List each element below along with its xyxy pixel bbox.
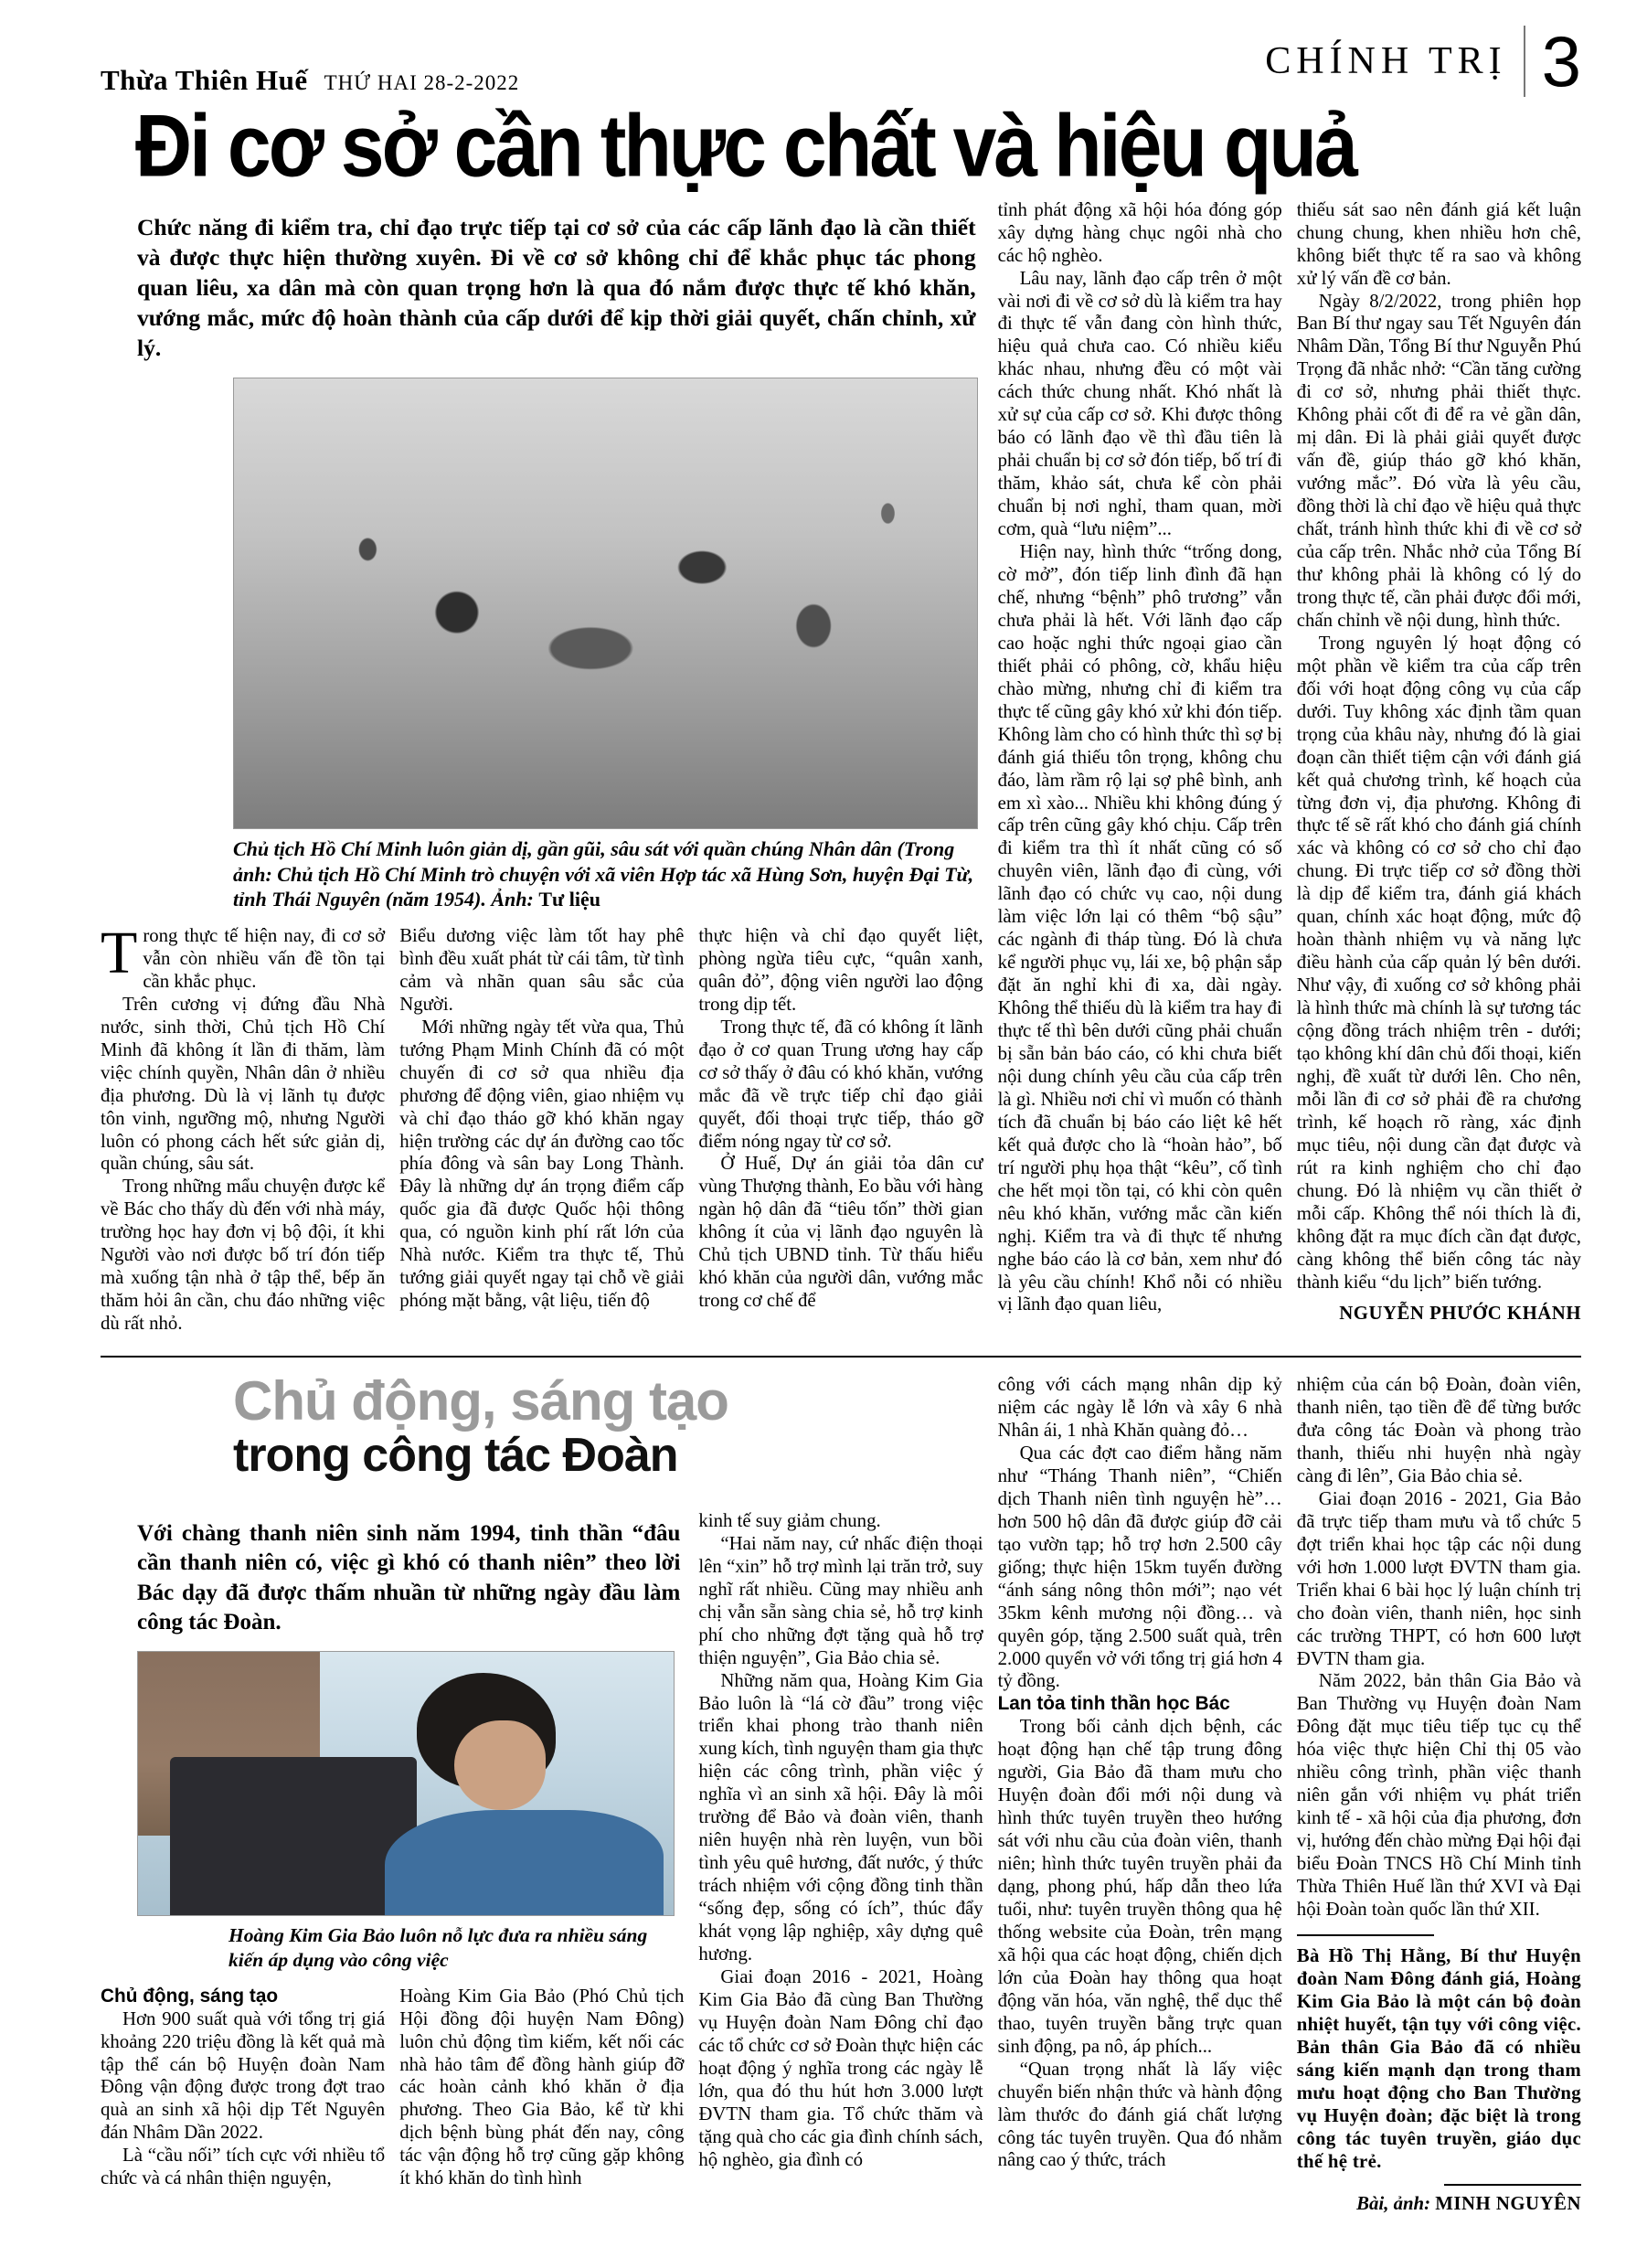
article1-photo-caption <box>233 836 978 912</box>
paragraph: Giai đoạn 2016 - 2021, Gia Bảo đã trực tiếp tham mưu và tổ chức 5 đợt triển khai học tập các nội dung với hơn 1.000 lượt ĐVTN tham gia. Triển khai 6 bài học lý luận chính trị cho đoàn viên, thanh niên, học sinh các trường THPT, có hơn 600 lượt ĐVTN tham gia. <box>1296 1487 1581 1669</box>
article1-headline: Đi cơ sở cần thực chất và hiệu quả <box>135 97 1355 196</box>
paragraph: Trong nguyên lý hoạt động có một phần về kiểm tra của cấp trên đối với hoạt động công vụ của cấp dưới. Tuy không xác định tầm quan trọng của khâu này, nhưng đó là giai đoạn cần thiết tiệm cận với đánh giá kết quả chương trình, kế hoạch của từng đơn vị, địa phương. Không đi thực tế sẽ rất khó cho đánh giá chính xác và không có cơ sở cho chỉ đạo chung. Đi trực tiếp cơ sở đồng thời là dịp để kiểm tra, đánh giá khách quan, chính xác hoạt động, mức độ hoàn thành nhiệm vụ và năng lực điều hành của cấp quản lý bên dưới. Như vậy, đi xuống cơ sở không phải là hình thức mà chính là sự tương tác cộng đồng trách nhiệm trên - dưới; tạo không khí dân chủ đối thoại, kiến nghị, đề xuất từ dưới lên. Cho nên, mỗi lần đi cơ sở phải đề ra chương trình, kế hoạch rõ ràng, xác định mục tiêu, nội dung cần đạt được và rút ra kinh nghiệm cho chỉ đạo chung. Đó là nhiệm vụ cần thiết ở mỗi cấp. Không thể nói thích là đi, không đặt ra mục đích cần đạt được, càng không thể biến công tác này thành kiểu “du lịch” biến tướng. <box>1296 632 1581 1293</box>
paragraph: Trong thực tế, đã có không ít lãnh đạo ở cơ quan Trung ương hay cấp cơ sở thấy ở đâu có khó khăn, vướng mắc đã về trực tiếp chỉ đạo giải quyết, đối thoại trực tiếp, tháo gỡ điểm nóng ngay từ cơ sở. <box>698 1016 983 1152</box>
article1-column-4 <box>998 199 1282 1336</box>
paragraph: Lâu nay, lãnh đạo cấp trên ở một vài nơi đi về cơ sở dù là kiểm tra hay đi thực tế vẫn đang còn hình thức, hiệu quả chưa cao. Có nhiều kiểu khác nhau, nhưng đều có một vài cách thức chung nhất. Khó nhất là xử sự của cấp cơ sở. Khi được thông báo có lãnh đạo về thì đầu tiên là phải chuẩn bị cơ sở đón tiếp, bố trí đi thăm, khảo sát, chưa kể còn phải chuẩn bị nơi nghỉ, tham quan, mời cơm, quà “lưu niệm”... <box>997 267 1282 540</box>
issue-date: THỨ HAI 28-2-2022 <box>324 71 520 94</box>
article2-left-block <box>101 1510 684 2217</box>
paragraph <box>101 919 386 994</box>
paragraph: tỉnh phát động xã hội hóa đóng góp xây dựng hàng chục ngôi nhà cho các hộ nghèo. <box>997 198 1282 266</box>
article2-subhead-chu-dong: Chủ động, sáng tạo <box>101 1985 279 2007</box>
paragraph: Hoàng Kim Gia Bảo (Phó Chủ tịch Hội đồng đội huyện Nam Đông) luôn chủ động tìm kiếm, kết nối các nhà hảo tâm để đồng hành giúp đỡ các hoàn cảnh khó khăn ở địa phương. Theo Gia Bảo, kể từ khi dịch bệnh bùng phát đến nay, công tác vận động hỗ trợ cũng gặp không ít khó khăn do tình hình <box>399 1985 685 2189</box>
note-separator <box>1297 1934 1434 1936</box>
paragraph: Ngày 8/2/2022, trong phiên họp Ban Bí thư ngay sau Tết Nguyên đán Nhâm Dần, Tổng Bí thư Nguyễn Phú Trọng đã nhắc nhở: “Cần tăng cường đi cơ sở, nhưng phải thiết thực. Không phải cốt đi để ra vẻ gần dân, mị dân. Đi là phải giải quyết được vấn đề, giúp tháo gỡ khó khăn, vướng mắc”. Đó vừa là yêu cầu, đồng thời là chỉ đạo về hiệu quả thực chất, tránh hình thức khi đi về cơ sở của cấp trên. Nhắc nhở của Tổng Bí thư không phải là không có lý do trong thực tế, cần phải được đổi mới, chấn chỉnh về nội dung, hình thức. <box>1296 290 1581 631</box>
paragraph: nhiệm của cán bộ Đoàn, đoàn viên, thanh niên, tạo tiền đề để từng bước đưa công tác Đoàn và phong trào thanh, thiếu nhi huyện nhà ngày càng đi lên”, Gia Bảo chia sẻ. <box>1296 1374 1581 1486</box>
article1-column-2 <box>399 925 684 1336</box>
paragraph: “Hai năm nay, cứ nhấc điện thoại lên “xin” hỗ trợ mình lại trăn trở, suy nghĩ rất nhiều. Cũng may nhiều anh chị vẫn sẵn sàng chia sẻ, hỗ trợ kinh phí cho những đợt tặng quà hỗ trợ thiện nguyện”, Gia Bảo chia sẻ. <box>698 1532 983 1668</box>
article1-left-block <box>101 199 983 1336</box>
paragraph: Trong bối cảnh dịch bệnh, các hoạt động hạn chế tập trung đông người, Gia Bảo đã tham mưu cho Huyện đoàn đổi mới nội dung và hình thức tuyên truyền theo hướng sát với nhu cầu của đoàn viên, thanh niên; hình thức tuyên truyền phải đa dạng, phong phú, hấp dẫn theo lứa tuổi, như: tuyên truyền thông qua hệ thống website của Đoàn, trên mạng xã hội qua các hoạt động, chiến dịch lớn của Đoàn hay thông qua hoạt động văn hóa, văn nghệ, thể dục thể thao, tuyên truyền bằng trực quan sinh động, pa nô, áp phích... <box>997 1716 1282 2057</box>
photo-credit: Tư liệu <box>538 888 600 911</box>
paragraph: kinh tế suy giảm chung. <box>698 1509 881 1531</box>
computer-monitor <box>170 1757 417 1916</box>
article-chu-dong-sang-tao <box>101 1370 1581 2216</box>
paragraph: Mới những ngày tết vừa qua, Thủ tướng Phạm Minh Chính đã có một chuyến đi cơ sở qua nhiều địa phương để động viên, giao nhiệm vụ và chỉ đạo tháo gỡ khó khăn ngay hiện trường các dự án đường cao tốc phía đông và sân bay Long Thành. Đây là những dự án trọng điểm cấp quốc gia đã được Quốc hội thông qua, có nguồn kinh phí rất lớn của Nhà nước. Kiểm tra thực tế, Thủ tướng giải quyết ngay tại chỗ về giải phóng mặt bằng, vật liệu, tiến độ <box>399 1016 685 1312</box>
article1-column-1 <box>101 919 386 1336</box>
article1-column-3 <box>698 925 983 1336</box>
caption-text: Chủ tịch Hồ Chí Minh luôn giản dị, gần gũi, sâu sát với quần chúng Nhân dân (Trong ảnh: Chủ tịch Hồ Chí Minh trò chuyện với xã viên Hợp tác xã Hùng Sơn, huyện Đại Từ, tỉnh Thái Nguyên (năm 1954). <box>233 837 974 911</box>
paragraph: “Quan trọng nhất là lấy việc chuyển biến nhận thức và hành động làm thước đo đánh giá chất lượng công tác tuyên truyền. Qua đó nhằm nâng cao ý thức, trách <box>997 2058 1282 2171</box>
section-group <box>1265 20 1581 101</box>
paragraph: Hơn 900 suất quà với tổng trị giá khoảng 220 triệu đồng là kết quả mà tập thể cán bộ Huyện đoàn Nam Đông vận động được trong đợt trao quà an sinh xã hội dịp Tết Nguyên đán Nhâm Dần 2022. <box>101 2007 386 2144</box>
article2-column-5 <box>1297 1374 1581 2216</box>
article2-photo-gia-bao <box>137 1651 675 1916</box>
article-di-co-so <box>101 97 1581 1336</box>
paragraph: thiếu sát sao nên đánh giá kết luận chung chung, khen nhiều hơn chê, không biết thực tế ra sao và không xử lý vấn đề cơ bản. <box>1296 198 1581 289</box>
article2-lead: Với chàng thanh niên sinh năm 1994, tinh thần “đâu cần thanh niên có, việc gì khó có thanh niên” theo lời Bác dạy đã được thấm nhuần từ những ngày đầu làm công tác Đoàn. <box>137 1520 681 1635</box>
byline-label: Bài, ảnh: <box>1356 2193 1431 2215</box>
article2-column-4 <box>998 1374 1282 2216</box>
section-divider <box>1524 26 1525 97</box>
article2-photo-caption: Hoàng Kim Gia Bảo luôn nỗ lực đưa ra nhiều sáng kiến áp dụng vào công việc <box>228 1923 648 1971</box>
article1-lead: Chức năng đi kiểm tra, chỉ đạo trực tiếp tại cơ sở của các cấp lãnh đạo là cần thiết và được thực hiện thường xuyên. Đi về cơ sở không chỉ để khắc phục tác phong quan liêu, xa dân mà còn quan trọng hơn là qua đó nắm được thực tế khó khăn, vướng mắc, mức độ hoàn thành của cấp dưới để kịp thời giải quyết, chấn chỉnh, xử lý. <box>137 213 976 362</box>
article2-column-1 <box>101 1986 385 2191</box>
paragraph: Năm 2022, bản thân Gia Bảo và Ban Thường vụ Huyện đoàn Nam Đông đặt mục tiêu tiếp tục cụ thể hóa việc thực hiện Chỉ thị 05 vào nhiều công trình, phần việc thanh niên gắn với nhiệm vụ phát triển kinh tế - xã hội của địa phương, đơn vị, hướng đến chào mừng Đại hội đại biểu Đoàn TNCS Hồ Chí Minh tỉnh Thừa Thiên Huế lần thứ XVI và Đại hội Đoàn toàn quốc lần thứ XII. <box>1296 1670 1581 1920</box>
section-title: CHÍNH TRỊ <box>1265 40 1507 82</box>
paragraph: Ở Huế, Dự án giải tỏa dân cư vùng Thượng thành, Eo bầu với hàng ngàn hộ dân đã “tiêu tốn” thời gian không ít của vị lãnh đạo nguyên là Chủ tịch UBND tỉnh. Từ thấu hiểu khó khăn của người dân, vướng mắc trong cơ chế để <box>698 1153 983 1312</box>
article1-author: NGUYỄN PHƯỚC KHÁNH <box>1339 1303 1581 1325</box>
drop-cap: T <box>101 919 138 986</box>
article-separator <box>101 1356 1581 1358</box>
paragraph: Trong những mẩu chuyện được kể về Bác cho thấy dù đến với nhà máy, trường học hay đơn vị bộ đội, ít khi Người vào nơi được bố trí đón tiếp mà xuống tận nhà ở tập thể, bếp ăn thăm hỏi ân cần, chu đáo những việc dù rất nhỏ. <box>101 1176 386 1335</box>
masthead-group <box>101 64 519 97</box>
article1-column-5 <box>1297 199 1581 1336</box>
article2-headline-block <box>101 1370 983 1507</box>
article2-headline-line1: Chủ động, sáng tạo <box>233 1370 728 1432</box>
paragraph: công với cách mạng nhân dịp kỷ niệm các ngày lễ lớn và xây 6 nhà Nhân ái, 1 nhà Khăn quàng đỏ… <box>997 1374 1282 1441</box>
paragraph: Giai đoạn 2016 - 2021, Hoàng Kim Gia Bảo đã cùng Ban Thường vụ Huyện đoàn Nam Đông chỉ đạo các tổ chức cơ sở Đoàn thực hiện các hoạt động ý nghĩa trong các ngày lễ lớn, qua đó thu hút hơn 3.000 lượt ĐVTN tham gia. Tổ chức thăm và tặng quà cho các gia đình chính sách, hộ nghèo, gia đình có <box>698 1965 983 2170</box>
byline-author: MINH NGUYÊN <box>1435 2193 1581 2215</box>
photo-credit-label: Ảnh: <box>491 888 534 911</box>
article2-subhead-lan-toa: Lan tỏa tinh thần học Bác <box>997 1693 1230 1715</box>
article2-byline <box>1297 2193 1581 2216</box>
paragraph: Trên cương vị đứng đầu Nhà nước, sinh thời, Chủ tịch Hồ Chí Minh đã không ít lần đi thăm, làm việc chính quyền, Nhân dân ở nhiều địa phương. Dù là vị lãnh tụ được tôn vinh, ngưỡng mộ, nhưng Người luôn có phong cách hết sức giản dị, quần chúng, sâu sát. <box>101 993 386 1175</box>
newspaper-masthead: Thừa Thiên Huế <box>101 64 308 96</box>
page-header <box>101 20 1581 101</box>
byline-separator <box>1444 2184 1581 2186</box>
paragraph: Là “cầu nối” tích cực với nhiều tổ chức và cá nhân thiện nguyện, <box>101 2145 386 2189</box>
paragraph: thực hiện và chỉ đạo quyết liệt, phòng ngừa tiêu cực, “quân xanh, quân đỏ”, động viên người lao động trong dịp tết. <box>698 924 983 1015</box>
person-shirt <box>385 1810 664 1916</box>
paragraph: Qua các đợt cao điểm hằng năm như “Tháng Thanh niên”, “Chiến dịch Thanh niên tình nguyện hè”… hơn 500 hộ dân đã được giúp đỡ cải tạo vườn tạp; hỗ trợ hơn 2.500 cây giống; thực hiện 15km tuyến đường “ánh sáng nông thôn mới”; nạo vét 35km kênh mương nội đồng… và quyên góp, tặng 2.500 suất quà, trên 2.000 quyển vở với tổng trị giá hơn 4 tỷ đồng. <box>997 1442 1282 1692</box>
article2-headline-line2: trong công tác Đoàn <box>233 1429 678 1483</box>
person-face <box>454 1720 546 1810</box>
paragraph: Biểu dương việc làm tốt hay phê bình đều xuất phát từ cái tâm, từ tình cảm và nhãn quan sâu sắc của Người. <box>399 924 685 1015</box>
paragraph-text: rong thực tế hiện nay, đi cơ sở vẫn còn nhiều vấn đề tồn tại cần khắc phục. <box>143 924 386 992</box>
paragraph: Hiện nay, hình thức “trống dong, cờ mở”, đón tiếp linh đình đã hạn chế, nhưng “bệnh” phô trương” vẫn chưa phải là hết. Với lãnh đạo cấp cao hoặc nghi thức ngoại giao cần thiết phải có phông, cờ, khẩu hiệu chào mừng, nhưng chỉ đi kiểm tra thực tế cũng gây khó xử khi đón tiếp. Không làm cho có hình thức thì sợ bị đánh giá thiếu tôn trọng, không chu đáo, làm rầm rộ lại sợ phê bình, anh em xì xào... Nhiều khi không đúng ý cấp trên cũng gây khó chịu. Cấp trên đi kiểm tra thì ít nhất cũng có số chuyên viên, lãnh đạo đi cùng, với lãnh đạo có chức vụ cao, nội dung làm việc lớn lại có thêm “bộ sậu” các ngành đi tháp tùng. Đó là chưa kể người phục vụ, lái xe, bộ phận sắp đặt ăn nghỉ khi đi xa, dài ngày. Không thể thiếu dù là kiểm tra hay đi thực tế thì bên dưới cũng phải chuẩn bị sẵn bản báo cáo, có khi chưa biết nội dung chính yêu cầu của cấp trên là gì. Nhiều nơi chỉ vì muốn có thành tích đã chuẩn bị báo cáo liệt kê hết kết quả được cho là “hoàn hảo”, bố trí người phụ họa thật “kêu”, cố tình che hết mọi tồn tại, có khi còn quên nêu khó khăn, vướng mắc cần kiến nghị. Kiểm tra và đi thực tế nhưng nghe báo cáo là cơ bản, xem như đó là yêu cầu chính! Khổ nỗi có nhiều vị lãnh đạo quan liêu, <box>997 541 1282 1315</box>
paragraph: Những năm qua, Hoàng Kim Gia Bảo luôn là “lá cờ đầu” trong việc triển khai phong trào thanh niên xung kích, tình nguyện tham gia thực hiện các công trình, phần việc ý nghĩa vì an sinh xã hội. Đây là môi trường để Bảo và đoàn viên, thanh niên huyện nhà rèn luyện, vun bồi tình yêu quê hương, đất nước, ý thức trách nhiệm với cộng đồng tinh thần “sống đẹp, sống có ích”, thúc đẩy khát vọng lập nghiệp, xây dựng quê hương. <box>698 1669 983 1965</box>
page-number: 3 <box>1541 20 1581 101</box>
article2-column-2 <box>399 1986 684 2191</box>
article2-column-3 <box>698 1510 983 2217</box>
article2-evaluation-note: Bà Hồ Thị Hằng, Bí thư Huyện đoàn Nam Đông đánh giá, Hoàng Kim Gia Bảo là một cán bộ đoàn nhiệt huyết, tận tụy với công việc. Bản thân Gia Bảo đã có nhiều sáng kiến mạnh dạn trong tham mưu hoạt động cho Ban Thường vụ Huyện đoàn; đặc biệt là trong công tác tuyên truyền, giáo dục thế hệ trẻ. <box>1296 1944 1581 2172</box>
article1-photo-ho-chi-minh <box>233 378 978 829</box>
